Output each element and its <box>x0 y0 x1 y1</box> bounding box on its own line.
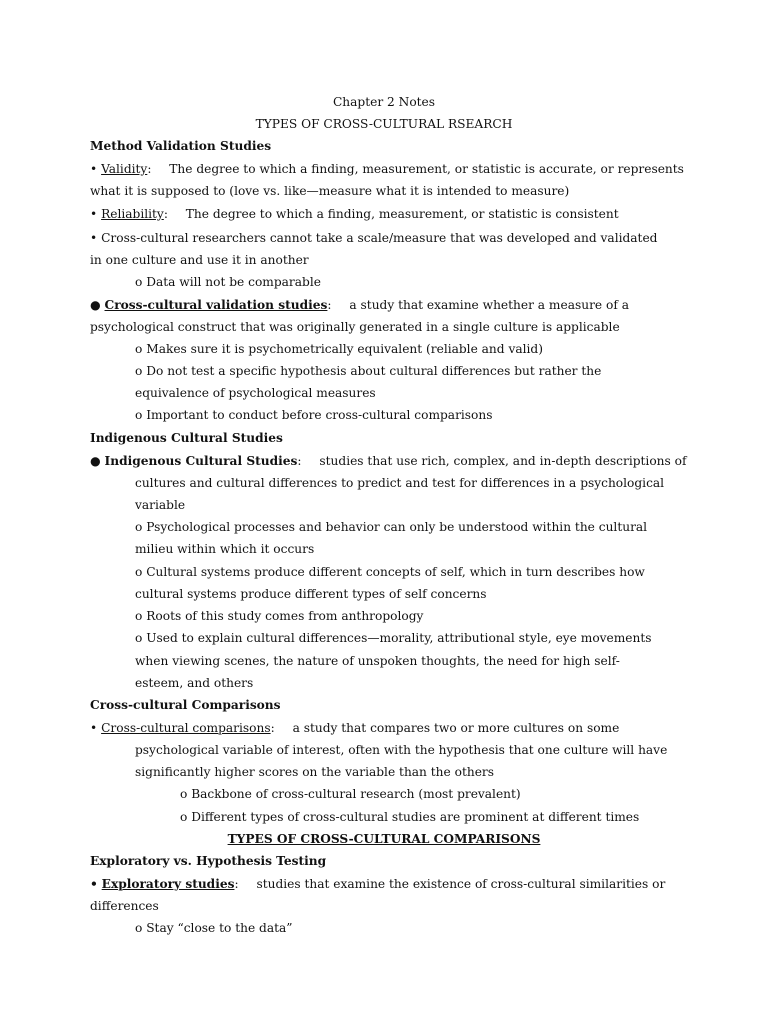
sub-item: o Stay “close to the data” <box>135 921 293 935</box>
comparisons-item: • Cross-cultural comparisons: a study that compares two or more cultures on some <box>90 721 620 735</box>
comparisons-term: Cross-cultural comparisons <box>101 721 271 735</box>
sub-item: o Different types of cross-cultural studies are prominent at different times <box>180 810 640 824</box>
cross-cultural-note-cont: in one culture and use it in another <box>90 253 309 267</box>
exploratory-definition: studies that examine the existence of cross-cultural similarities or <box>256 877 666 891</box>
page-subtitle: TYPES OF CROSS-CULTURAL RSEARCH <box>255 117 513 131</box>
types-subheading: Exploratory vs. Hypothesis Testing <box>90 854 327 868</box>
sub-item: o Roots of this study comes from anthropology <box>135 609 424 623</box>
sub-item: o Cultural systems produce different concepts of self, which in turn describes how <box>135 565 645 579</box>
bullet-icon: • <box>90 721 98 735</box>
sub-item-cont: milieu within which it occurs <box>135 542 315 556</box>
comparisons-definition-cont: psychological variable of interest, often with the hypothesis that one culture will have <box>135 743 668 757</box>
sub-item-cont: cultural systems produce different types of self concerns <box>135 587 487 601</box>
sub-item: o Important to conduct before cross-cultural comparisons <box>135 408 493 422</box>
validity-item: • Validity: The degree to which a finding, measurement, or statistic is accurate, or represents <box>90 162 684 176</box>
exploratory-term: Exploratory studies <box>101 877 235 891</box>
cross-cultural-note-text: Cross-cultural researchers cannot take a scale/measure that was developed and validated <box>101 231 658 245</box>
validity-definition: The degree to which a finding, measurement, or statistic is accurate, or represents <box>169 162 684 176</box>
comparisons-definition: a study that compares two or more cultures on some <box>292 721 620 735</box>
validity-definition-cont: what it is supposed to (love vs. like—measure what it is intended to measure) <box>90 184 570 198</box>
types-heading: TYPES OF CROSS-CULTURAL COMPARISONS <box>227 832 541 846</box>
section-heading-indigenous: Indigenous Cultural Studies <box>90 431 283 445</box>
bullet-icon: ● <box>90 298 101 312</box>
section-heading-method: Method Validation Studies <box>90 139 272 153</box>
page-title: Chapter 2 Notes <box>332 95 436 109</box>
sub-item-cont: when viewing scenes, the nature of unspoken thoughts, the need for high self- <box>135 654 620 668</box>
sub-item: o Psychological processes and behavior can only be understood within the cultural <box>135 520 648 534</box>
validation-studies-definition-cont: psychological construct that was originally generated in a single culture is applicable <box>90 320 620 334</box>
bullet-icon: • <box>90 877 98 891</box>
indigenous-item: ● Indigenous Cultural Studies: studies that use rich, complex, and in-depth descriptions of <box>90 454 687 468</box>
comparisons-definition-cont: significantly higher scores on the variable than the others <box>135 765 494 779</box>
validity-term: Validity <box>101 162 148 176</box>
reliability-item: • Reliability: The degree to which a finding, measurement, or statistic is consistent <box>90 207 619 221</box>
section-heading-comparisons: Cross-cultural Comparisons <box>90 698 281 712</box>
bullet-icon: • <box>90 162 98 176</box>
sub-item: o Data will not be comparable <box>135 275 321 289</box>
reliability-definition: The degree to which a finding, measurement, or statistic is consistent <box>185 207 619 221</box>
indigenous-term: Indigenous Cultural Studies <box>104 454 298 468</box>
reliability-term: Reliability <box>101 207 164 221</box>
cross-cultural-note <box>90 230 657 246</box>
bullet-icon: ● <box>90 454 101 468</box>
sub-item: o Do not test a specific hypothesis about cultural differences but rather the <box>135 364 602 378</box>
sub-item-cont: esteem, and others <box>135 676 254 690</box>
exploratory-definition-cont: differences <box>90 899 159 913</box>
sub-item: o Backbone of cross-cultural research (most prevalent) <box>180 787 521 801</box>
validation-studies-term: Cross-cultural validation studies <box>104 298 328 312</box>
indigenous-definition-cont: cultures and cultural differences to predict and test for differences in a psychological <box>135 476 665 490</box>
bullet-icon: • <box>90 231 98 245</box>
indigenous-definition: studies that use rich, complex, and in-depth descriptions of <box>319 454 687 468</box>
validation-studies-definition: a study that examine whether a measure of a <box>349 298 629 312</box>
bullet-icon: • <box>90 207 98 221</box>
sub-item-cont: equivalence of psychological measures <box>135 386 376 400</box>
indigenous-definition-cont: variable <box>135 498 186 512</box>
exploratory-item: • Exploratory studies: studies that examine the existence of cross-cultural similarities or <box>90 877 666 891</box>
sub-item: o Makes sure it is psychometrically equivalent (reliable and valid) <box>135 342 543 356</box>
validation-studies-item: ● Cross-cultural validation studies: a study that examine whether a measure of a <box>90 298 629 312</box>
sub-item: o Used to explain cultural differences—morality, attributional style, eye movements <box>135 631 652 645</box>
